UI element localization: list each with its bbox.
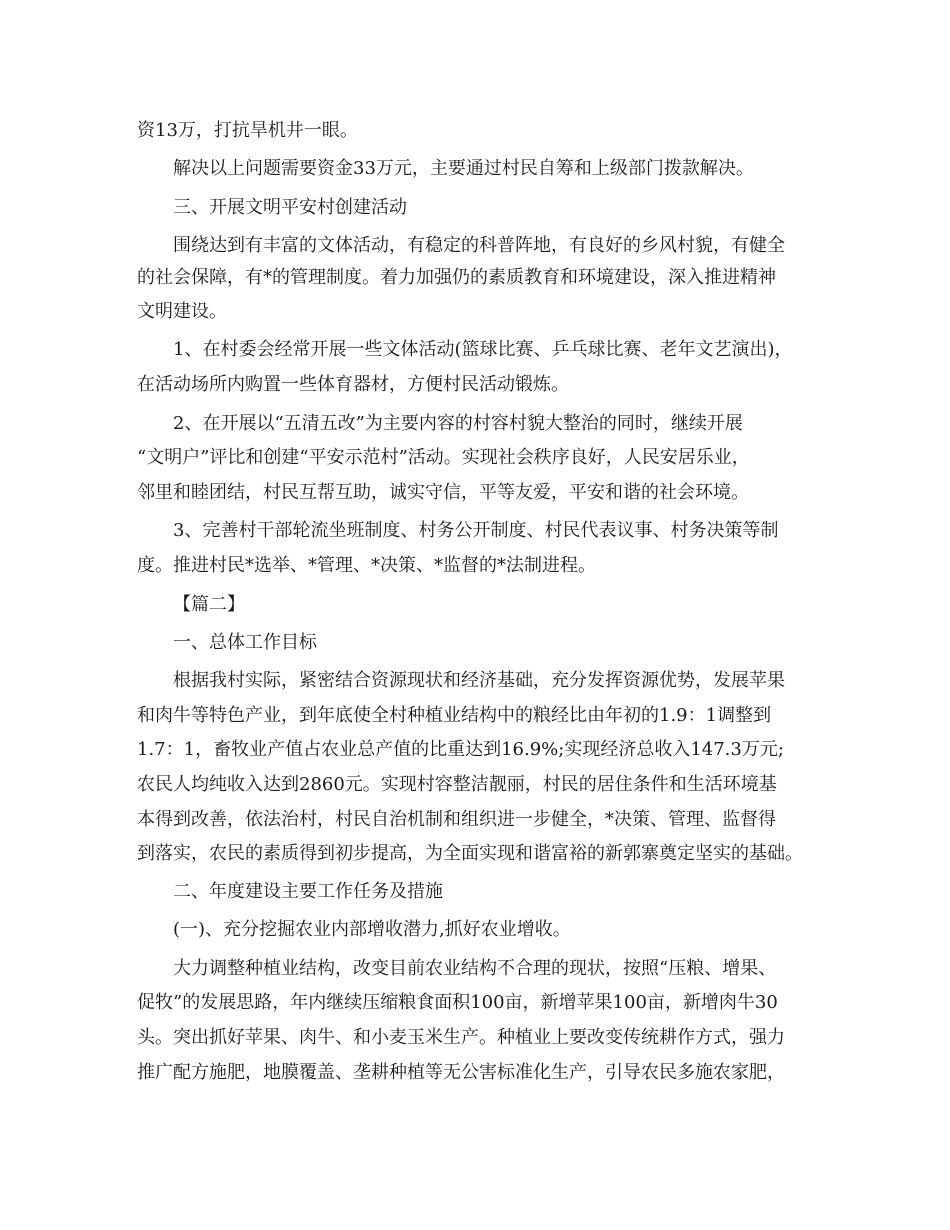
text-line: 邻里和睦团结，村民互帮互助，诚实守信，平等友爱，平安和谐的社会环境。 (137, 482, 749, 503)
text-line: 度。推进村民*选举、*管理、*决策、*监督的*法制进程。 (137, 555, 596, 576)
part-heading: 【篇二】 (173, 594, 245, 615)
text-line: 本得到改善，依法治村，村民自治机制和组织进一步健全，*决策、管理、监督得 (137, 809, 776, 830)
text-line: 到落实，农民的素质得到初步提高，为全面实现和谐富裕的新郭寨奠定坚实的基础。 (137, 843, 803, 864)
text-line: 推广配方施肥，地膜覆盖、垄耕种植等无公害标准化生产，引导农民多施农家肥， (137, 1062, 785, 1083)
section-heading: 二、年度建设主要工作任务及措施 (173, 881, 443, 902)
text-line: 头。突出抓好苹果、肉牛、和小麦玉米生产。种植业上要改变传统耕作方式，强力 (137, 1027, 785, 1048)
text-line: 1、在村委会经常开展一些文体活动(篮球比赛、乒乓球比赛、老年文艺演出)， (173, 339, 793, 360)
section-heading: 一、总体工作目标 (173, 632, 317, 653)
text-line: 2、在开展以“五清五改”为主要内容的村容村貌大整治的同时，继续开展 (173, 413, 743, 434)
text-line: 1.7：1，畜牧业产值占农业总产值的比重达到16.9%;实现经济总收入147.3万元; (137, 739, 784, 760)
text-line: 资13万，打抗旱机井一眼。 (137, 120, 358, 141)
text-line: 根据我村实际，紧密结合资源现状和经济基础，充分发挥资源优势，发展苹果 (173, 670, 785, 691)
text-line: 文明建设。 (137, 301, 227, 322)
text-line: 围绕达到有丰富的文体活动，有稳定的科普阵地，有良好的乡风村貌，有健全 (173, 235, 785, 256)
text-line: 农民人均纯收入达到2860元。实现村容整洁靓丽，村民的居住条件和生活环境基 (137, 774, 777, 795)
text-line: 的社会保障，有*的管理制度。着力加强仍的素质教育和环境建设，深入推进精神 (137, 267, 776, 288)
text-line: 和肉牛等特色产业，到年底使全村种植业结构中的粮经比由年初的1.9：1调整到 (137, 705, 772, 726)
text-line: 大力调整种植业结构，改变目前农业结构不合理的现状，按照“压粮、增果、 (173, 958, 777, 979)
text-line: 3、完善村干部轮流坐班制度、村务公开制度、村民代表议事、村务决策等制 (173, 520, 779, 541)
text-line: “文明户”评比和创建“平安示范村”活动。实现社会秩序良好，人民安居乐业， (137, 447, 750, 468)
text-line: 在活动场所内购置一些体育器材，方便村民活动锻炼。 (137, 374, 569, 395)
subsection-heading: (一)、充分挖掘农业内部增收潜力,抓好农业增收。 (173, 919, 571, 940)
text-line: 促牧”的发展思路，年内继续压缩粮食面积100亩，新增苹果100亩，新增肉牛30 (137, 992, 778, 1013)
section-heading: 三、开展文明平安村创建活动 (173, 197, 407, 218)
text-line: 解决以上问题需要资金33万元，主要通过村民自筹和上级部门拨款解决。 (173, 158, 754, 179)
